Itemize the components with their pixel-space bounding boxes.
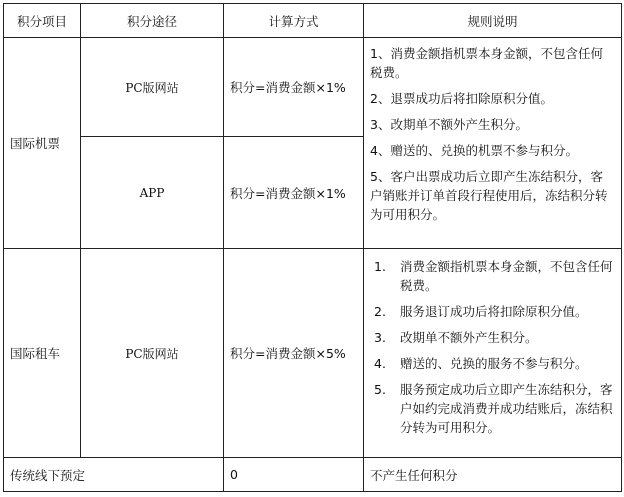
car-rule-number: 4.: [374, 356, 386, 371]
offline-item: 传统线下预定: [4, 458, 224, 492]
car-row: [4, 249, 622, 458]
car-rule-text: 消费金额指机票本身金额，不包含任何税费。: [400, 259, 613, 293]
offline-path: 0: [224, 458, 364, 492]
car-rule-2: [370, 302, 615, 321]
car-rule-text: 改期单不额外产生积分。: [400, 330, 538, 345]
car-rule-number: 1.: [374, 259, 386, 274]
car-rule-text: 服务退订成功后将扣除原积分值。: [400, 304, 588, 319]
header-calc: 计算方式: [224, 4, 364, 38]
offline-rule: 不产生任何积分: [364, 458, 622, 492]
header-rules: 规则说明: [364, 4, 622, 38]
header-row: [4, 4, 622, 38]
flight-rules: [364, 38, 622, 249]
car-rule-3: [370, 328, 615, 347]
flight-rule-5: 5、客户出票成功后立即产生冻结积分，客户销账并订单首段行程使用后，冻结积分转为可用积分。: [370, 169, 608, 222]
car-rule-number: 3.: [374, 330, 386, 345]
car-rule-text: 赠送的、兑换的服务不参与积分。: [400, 356, 588, 371]
car-rule-4: [370, 354, 615, 373]
offline-row: [4, 458, 622, 492]
flight-path-pc: PC版网站: [81, 38, 224, 137]
car-rule-5: [370, 380, 615, 437]
car-rule-number: 2.: [374, 304, 386, 319]
car-rules: [364, 249, 622, 458]
flight-item: 国际机票: [4, 38, 81, 249]
flight-rule-1: 1、消费金额指机票本身金额，不包含任何税费。: [370, 46, 603, 80]
car-rule-1: [370, 257, 615, 295]
flight-rule-2: 2、退票成功后将扣除原积分值。: [370, 91, 553, 106]
car-calc: 积分=消费金额×5%: [224, 249, 364, 458]
flight-calc-app: 积分=消费金额×1%: [224, 137, 364, 249]
flight-rule-4: 4、赠送的、兑换的机票不参与积分。: [370, 143, 578, 158]
flight-calc-pc: 积分=消费金额×1%: [224, 38, 364, 137]
car-rule-text: 服务预定成功后立即产生冻结积分，客户如约完成消费并成功结账后，冻结积分转为可用积分。: [400, 382, 613, 435]
car-item: 国际租车: [4, 249, 81, 458]
header-path: 积分途径: [81, 4, 224, 38]
flight-row-pc: [4, 38, 622, 137]
header-item: 积分项目: [4, 4, 81, 38]
car-path: PC版网站: [81, 249, 224, 458]
car-rule-number: 5.: [374, 382, 386, 397]
flight-rule-3: 3、改期单不额外产生积分。: [370, 117, 528, 132]
points-rules-table: [3, 3, 622, 492]
flight-path-app: APP: [81, 137, 224, 249]
